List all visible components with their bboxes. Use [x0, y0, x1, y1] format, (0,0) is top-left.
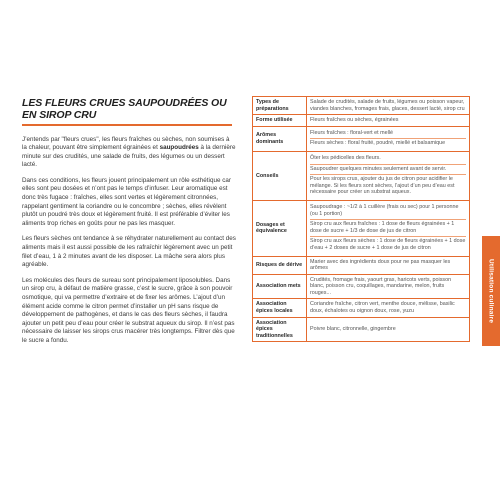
row-header-dosages: Dosages et équivalence — [253, 200, 307, 256]
row-value-epices-locales: Coriandre fraîche, citron vert, menthe douce, mélisse, basilic doux, échalotes ou oignon doux, rose, yuzu — [307, 299, 470, 317]
paragraph-intro-part-1: J’entends par "fleurs crues", les fleurs fraîches ou sèches, non soumises à la chaleur, pouvant être simplement égrainées et — [22, 135, 230, 152]
row-value-mets: Crudités, fromage frais, yaourt gras, haricots verts, poisson blanc, poisson cru, coquillages, mandarine, melon, fruits rouges... — [307, 274, 470, 299]
dosage-1: Saupoudrage : ~1/2 à 1 cuillère (frais ou sec) pour 1 personne (ou 1 portion) — [310, 203, 466, 220]
aromes-fresh: Fleurs fraîches : floral-vert et mellé — [310, 129, 466, 140]
row-header-forme: Forme utilisée — [253, 115, 307, 127]
article-title: LES FLEURS CRUES SAUPOUDRÉES OU EN SIROP CRU — [22, 97, 227, 121]
row-value-conseils — [307, 151, 470, 200]
table-row — [253, 274, 470, 299]
aromes-dried: Fleurs sèches : floral fruité, poudré, miellé et balsamique — [310, 140, 446, 147]
paragraph-aroma: Dans ces conditions, les fleurs jouent principalement un rôle esthétique car elles sont peu dosées et n’ont pas le temps d’infuser. Leur aromatique est donc très fugace : fraîches, elles sont vertes et légèrement citronnées, rappelant gentiment la coriandre ou le concombre ; sèches, elles révèlent plutôt un poudré très doux et légèrement fruité. Il est préférable d’éviter les aliments trop riches en goûts pour ne pas les masquer. — [22, 176, 231, 227]
preparation-table — [252, 96, 470, 342]
row-value-forme: Fleurs fraîches ou sèches, égrainées — [307, 115, 470, 127]
row-header-epices-locales: Association épices locales — [253, 299, 307, 317]
row-value-dosages — [307, 200, 470, 256]
table-row — [253, 151, 470, 200]
row-value-risques: Marier avec des ingrédients doux pour ne pas masquer les arômes — [307, 256, 470, 274]
table-row — [253, 317, 470, 342]
paragraph-intro-part-2: à la dernière minute sur des crudités, une salade de fruits, des légumes ou un dessert lacté. — [22, 144, 236, 169]
row-value-aromes — [307, 126, 470, 151]
row-header-aromes: Arômes dominants — [253, 126, 307, 151]
table-row — [253, 299, 470, 317]
dosage-3: Sirop cru aux fleurs sèches : 1 dose de fleurs égrainées + 1 dose d’eau + 2 doses de sucre + 1 dose de jus de citron — [310, 238, 466, 251]
row-header-risques: Risques de dérive — [253, 256, 307, 274]
paragraph-intro-bold: saupoudrées — [159, 144, 199, 152]
conseil-1: Ôter les pédicelles des fleurs. — [310, 154, 466, 165]
row-value-epices-traditionnelles: Poivre blanc, citronnelle, gingembre — [307, 317, 470, 342]
table-row — [253, 115, 470, 127]
conseil-3: Pour les sirops crus, ajouter du jus de citron pour acidifier le mélange. Si les fleurs sont sèches, l’ajout d’un peu d’eau est nécessaire pour créer un substrat aqueux. — [310, 176, 455, 196]
row-header-types: Types de préparations — [253, 97, 307, 115]
row-value-types: Salade de crudités, salade de fruits, légumes ou poisson vapeur, viandes blanches, fromages frais, glaces, dessert lacté, sirop cru — [307, 97, 470, 115]
dosage-2: Sirop cru aux fleurs fraîches : 1 dose de fleurs égrainées + 1 dose de sucre + 1/3 de dose de jus de citron — [310, 220, 466, 237]
table-row — [253, 200, 470, 256]
paragraph-intro — [22, 136, 236, 170]
table-row — [253, 97, 470, 115]
row-header-epices-traditionnelles: Association épices traditionnelles — [253, 317, 307, 342]
row-header-conseils: Conseils — [253, 151, 307, 200]
row-header-mets: Association mets — [253, 274, 307, 299]
paragraph-molecules: Les molécules des fleurs de sureau sont principalement liposolubles. Dans un sirop cru, à défaut de matière grasse, c’est le sucre, grâce à son pouvoir osmotique, qui va permettre d’extraire et de fixer les arômes. L’ajout d’un élément acide comme le citron permet d’installer un pH sans risque de développement de pathogènes, et dans le cas des fleurs sèches, il faudra ajouter un petit peu d’eau pour créer le substrat aqueux du sirop. Il n’est pas nécessaire de laisser les sirops crus macérer très longtemps. Filtrer dès que le sucre a fondu. — [22, 276, 235, 344]
conseil-2: Saupoudrer quelques minutes seulement avant de servir. — [310, 165, 466, 176]
table-row — [253, 256, 470, 274]
table-row — [253, 126, 470, 151]
section-side-tab — [482, 236, 500, 346]
article — [22, 97, 236, 353]
paragraph-dried-flowers: Les fleurs sèches ont tendance à se réhydrater naturellement au contact des aliments mais il est aussi possible de les rafraîchir légèrement avec un petit filet d’eau, 1 à 2 minutes avant de les disposer. La mâche sera alors plus agréable. — [22, 235, 236, 269]
title-underline — [22, 124, 232, 126]
side-tab-label: Utilisation culinaire — [487, 258, 495, 324]
